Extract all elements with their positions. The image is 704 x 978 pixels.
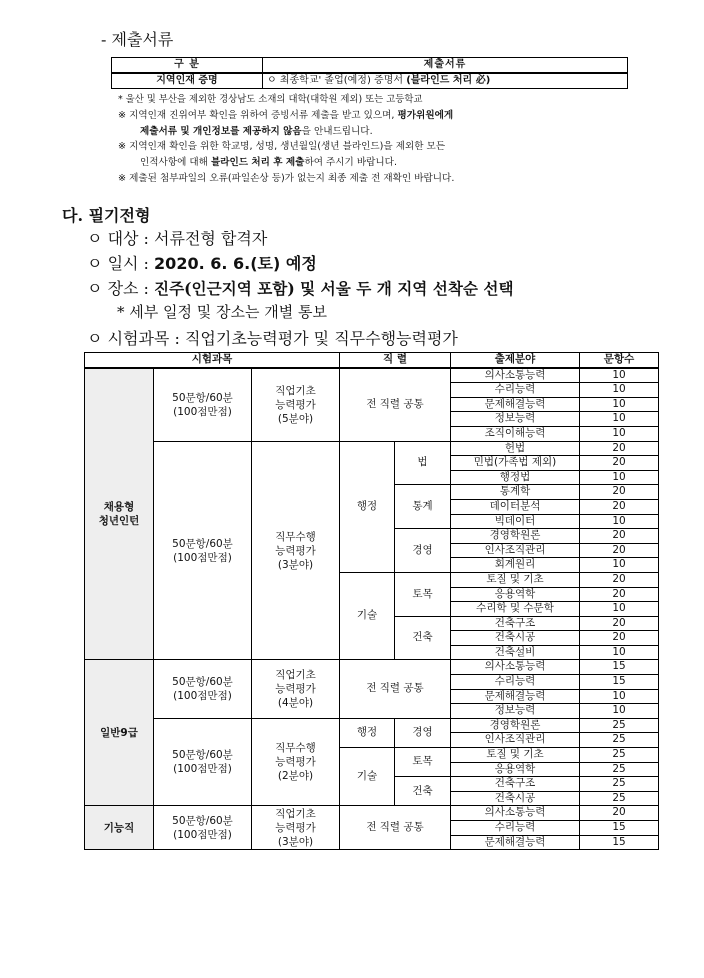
count-cell: 25 xyxy=(580,718,659,733)
field-cell: 인사조직관리 xyxy=(451,733,580,748)
notes-block xyxy=(118,92,648,187)
count-cell: 25 xyxy=(580,748,659,763)
track-civil: 토목 xyxy=(395,748,451,777)
field-cell: 경영학원론 xyxy=(451,529,580,544)
field-cell: 의사소통능력 xyxy=(451,368,580,383)
field-cell: 정보능력 xyxy=(451,704,580,719)
format-cell: 50문항/60분 (100점만점) xyxy=(154,806,252,850)
field-cell: 데이터분석 xyxy=(451,499,580,514)
field-cell: 건축구조 xyxy=(451,777,580,792)
basic-ability-cell: 직업기초 능력평가 (3분야) xyxy=(252,806,340,850)
field-cell: 수리능력 xyxy=(451,675,580,690)
field-cell: 회계원리 xyxy=(451,558,580,573)
basic-ability-cell: 직업기초 능력평가 (4분야) xyxy=(252,660,340,718)
field-cell: 토질 및 기초 xyxy=(451,748,580,763)
field-cell: 의사소통능력 xyxy=(451,660,580,675)
format-cell: 50문항/60분 (100점만점) xyxy=(154,368,252,441)
field-cell: 건축시공 xyxy=(451,791,580,806)
track-arch: 건축 xyxy=(395,777,451,806)
group-technical: 기능직 xyxy=(85,806,154,850)
count-cell: 10 xyxy=(580,426,659,441)
field-cell: 문제해결능력 xyxy=(451,835,580,850)
track-civil: 토목 xyxy=(395,572,451,616)
note-line: 제출서류 및 개인정보를 제공하지 않음을 안내드립니다. xyxy=(140,125,373,137)
item-date: ㅇ 일시 : 2020. 6. 6.(토) 예정 xyxy=(87,254,317,273)
field-cell: 통계학 xyxy=(451,485,580,500)
docs-header-documents: 제출서류 xyxy=(263,58,628,74)
count-cell: 10 xyxy=(580,412,659,427)
count-cell: 10 xyxy=(580,397,659,412)
format-cell: 50문항/60분 (100점만점) xyxy=(154,718,252,806)
count-cell: 10 xyxy=(580,602,659,617)
count-cell: 15 xyxy=(580,675,659,690)
count-cell: 20 xyxy=(580,543,659,558)
count-cell: 20 xyxy=(580,806,659,821)
docs-header-category: 구 분 xyxy=(112,58,263,74)
count-cell: 10 xyxy=(580,645,659,660)
track-tech: 기술 xyxy=(340,748,395,806)
track-tech: 기술 xyxy=(340,572,395,660)
item-place: ㅇ 장소 : 진주(인근지역 포함) 및 서울 두 개 지역 선착순 선택 xyxy=(87,279,514,298)
count-cell: 25 xyxy=(580,733,659,748)
header-field: 출제분야 xyxy=(451,353,580,368)
field-cell: 의사소통능력 xyxy=(451,806,580,821)
track-stat: 통계 xyxy=(395,485,451,529)
field-cell: 문제해결능력 xyxy=(451,689,580,704)
common-track-cell: 전 직렬 공통 xyxy=(340,368,451,441)
note-line: ※ 제출된 첨부파일의 오류(파일손상 등)가 없는지 최종 제출 전 재확인 바랍니다. xyxy=(118,172,455,184)
field-cell: 행정법 xyxy=(451,470,580,485)
track-admin: 행정 xyxy=(340,441,395,572)
item-subjects: ㅇ 시험과목 : 직업기초능력평가 및 직무수행능력평가 xyxy=(87,329,458,348)
docs-row-documents: ㅇ 최종학교' 졸업(예정) 증명서 (블라인드 처리 必) xyxy=(263,73,628,89)
count-cell: 20 xyxy=(580,456,659,471)
field-cell: 수리능력 xyxy=(451,821,580,836)
count-cell: 20 xyxy=(580,529,659,544)
count-cell: 25 xyxy=(580,762,659,777)
field-cell: 인사조직관리 xyxy=(451,543,580,558)
note-line: ※ 지역인재 진위여부 확인을 위하여 증빙서류 제출을 받고 있으며, 평가위원에게 xyxy=(118,109,454,121)
note-line: ※ 지역인재 확인을 위한 학교명, 성명, 생년월일(생년 블라인드)을 제외한 모든 xyxy=(118,141,446,153)
common-track-cell: 전 직렬 공통 xyxy=(340,660,451,718)
exam-table xyxy=(84,352,659,850)
docs-row-category: 지역인재 증명 xyxy=(112,73,263,89)
field-cell: 건축시공 xyxy=(451,631,580,646)
section-title: 다. 필기전형 xyxy=(62,206,151,225)
field-cell: 건축구조 xyxy=(451,616,580,631)
note-line: * 울산 및 부산을 제외한 경상남도 소재의 대학(대학원 제외) 또는 고등학교 xyxy=(118,94,423,105)
count-cell: 20 xyxy=(580,499,659,514)
count-cell: 20 xyxy=(580,572,659,587)
group-intern: 채용형 청년인턴 xyxy=(85,368,154,660)
field-cell: 응용역학 xyxy=(451,587,580,602)
count-cell: 10 xyxy=(580,368,659,383)
track-law: 법 xyxy=(395,441,451,485)
field-cell: 정보능력 xyxy=(451,412,580,427)
header-track: 직 렬 xyxy=(340,353,451,368)
count-cell: 20 xyxy=(580,631,659,646)
field-cell: 응용역학 xyxy=(451,762,580,777)
count-cell: 20 xyxy=(580,616,659,631)
track-mgmt: 경영 xyxy=(395,718,451,747)
job-ability-cell: 직무수행 능력평가 (2분야) xyxy=(252,718,340,806)
submit-docs-table xyxy=(111,57,628,89)
field-cell: 문제해결능력 xyxy=(451,397,580,412)
count-cell: 25 xyxy=(580,777,659,792)
count-cell: 10 xyxy=(580,558,659,573)
track-arch: 건축 xyxy=(395,616,451,660)
field-cell: 헌법 xyxy=(451,441,580,456)
job-ability-cell: 직무수행 능력평가 (3분야) xyxy=(252,441,340,660)
count-cell: 10 xyxy=(580,383,659,398)
field-cell: 조직이해능력 xyxy=(451,426,580,441)
track-mgmt: 경영 xyxy=(395,529,451,573)
field-cell: 수리학 및 수문학 xyxy=(451,602,580,617)
count-cell: 15 xyxy=(580,660,659,675)
count-cell: 15 xyxy=(580,835,659,850)
count-cell: 10 xyxy=(580,514,659,529)
field-cell: 토질 및 기초 xyxy=(451,572,580,587)
format-cell: 50문항/60분 (100점만점) xyxy=(154,660,252,718)
count-cell: 20 xyxy=(580,485,659,500)
count-cell: 20 xyxy=(580,441,659,456)
submit-docs-heading: - 제출서류 xyxy=(101,30,174,49)
count-cell: 20 xyxy=(580,587,659,602)
field-cell: 경영학원론 xyxy=(451,718,580,733)
count-cell: 15 xyxy=(580,821,659,836)
field-cell: 건축설비 xyxy=(451,645,580,660)
field-cell: 빅데이터 xyxy=(451,514,580,529)
count-cell: 10 xyxy=(580,470,659,485)
item-target: ㅇ 대상 : 서류전형 합격자 xyxy=(87,229,268,248)
common-track-cell: 전 직렬 공통 xyxy=(340,806,451,850)
count-cell: 10 xyxy=(580,689,659,704)
note-line: 인적사항에 대해 블라인드 처리 후 제출하여 주시기 바랍니다. xyxy=(140,157,397,169)
count-cell: 10 xyxy=(580,704,659,719)
field-cell: 민법(가족법 제외) xyxy=(451,456,580,471)
count-cell: 25 xyxy=(580,791,659,806)
field-cell: 수리능력 xyxy=(451,383,580,398)
place-sub-note: * 세부 일정 및 장소는 개별 통보 xyxy=(117,303,327,321)
header-subject: 시험과목 xyxy=(85,353,340,368)
track-admin: 행정 xyxy=(340,718,395,747)
header-count: 문항수 xyxy=(580,353,659,368)
group-general-9: 일반9급 xyxy=(85,660,154,806)
format-cell: 50문항/60분 (100점만점) xyxy=(154,441,252,660)
basic-ability-cell: 직업기초 능력평가 (5분야) xyxy=(252,368,340,441)
